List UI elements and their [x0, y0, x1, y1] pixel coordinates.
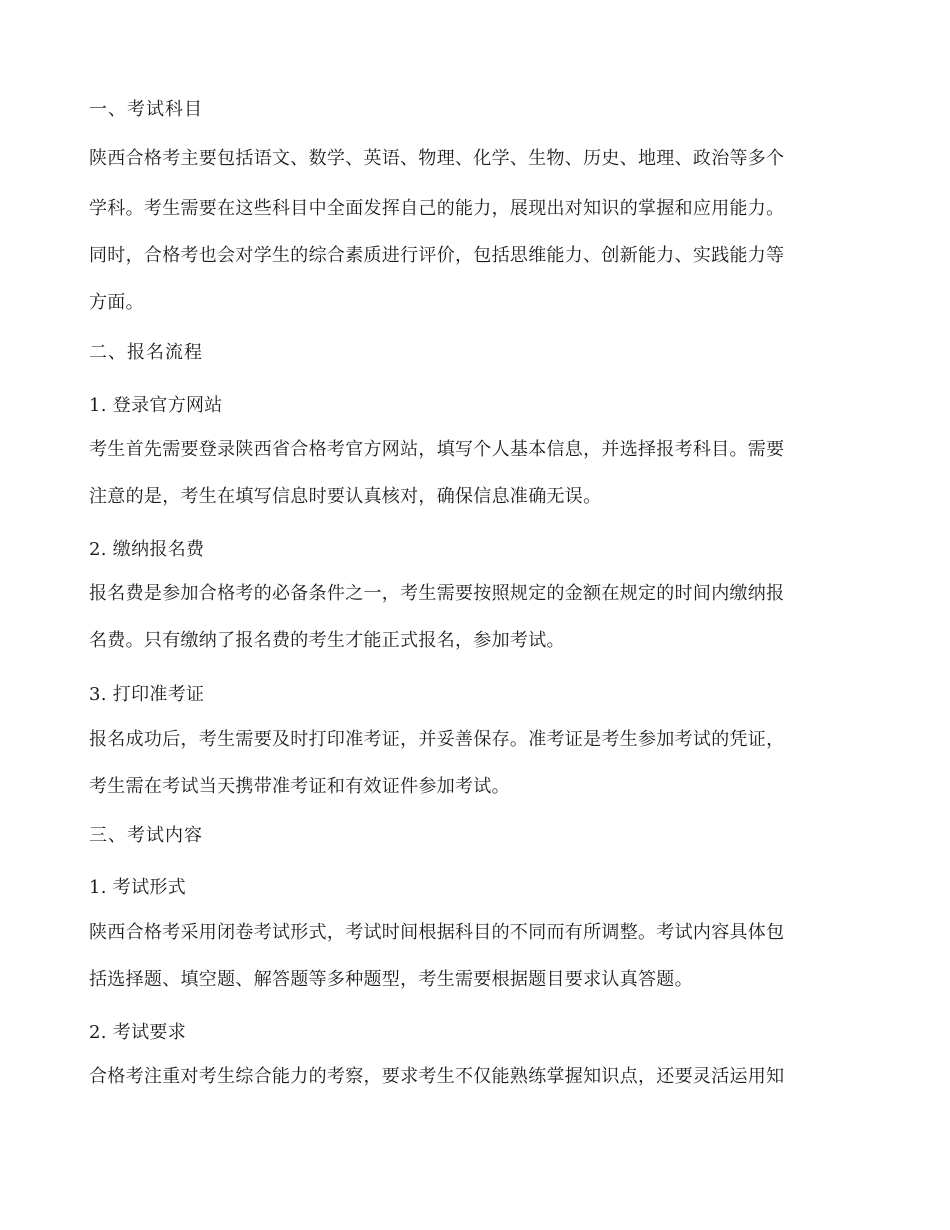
paragraph-line: 报名费是参加合格考的必备条件之一，考生需要按照规定的金额在规定的时间内缴纳报 [89, 583, 785, 604]
subheading-login: 1. 登录官方网站 [89, 395, 223, 416]
subheading-exam-format: 1. 考试形式 [89, 877, 186, 898]
section-heading-subjects: 一、考试科目 [89, 99, 203, 120]
paragraph-line: 陕西合格考主要包括语文、数学、英语、物理、化学、生物、历史、地理、政治等多个 [89, 148, 785, 169]
paragraph-line: 报名成功后，考生需要及时打印准考证，并妥善保存。准考证是考生参加考试的凭证， [89, 729, 785, 750]
subheading-fee: 2. 缴纳报名费 [89, 539, 205, 560]
paragraph-line: 考生需在考试当天携带准考证和有效证件参加考试。 [89, 776, 510, 797]
paragraph-line: 陕西合格考采用闭卷考试形式，考试时间根据科目的不同而有所调整。考试内容具体包 [89, 922, 785, 943]
paragraph-line: 学科。考生需要在这些科目中全面发挥自己的能力，展现出对知识的掌握和应用能力。 [89, 198, 785, 219]
paragraph-line: 名费。只有缴纳了报名费的考生才能正式报名，参加考试。 [89, 630, 565, 651]
paragraph-line: 括选择题、填空题、解答题等多种题型，考生需要根据题目要求认真答题。 [89, 969, 693, 990]
paragraph-line: 考生首先需要登录陕西省合格考官方网站，填写个人基本信息，并选择报考科目。需要 [89, 439, 785, 460]
paragraph-line: 合格考注重对考生综合能力的考察，要求考生不仅能熟练掌握知识点，还要灵活运用知 [89, 1066, 785, 1087]
section-heading-registration: 二、报名流程 [89, 342, 203, 363]
paragraph-line: 注意的是，考生在填写信息时要认真核对，确保信息准确无误。 [89, 486, 602, 507]
paragraph-line: 方面。 [89, 292, 144, 313]
section-heading-content: 三、考试内容 [89, 825, 203, 846]
subheading-admission-ticket: 3. 打印准考证 [89, 684, 205, 705]
paragraph-line: 同时，合格考也会对学生的综合素质进行评价，包括思维能力、创新能力、实践能力等 [89, 245, 785, 266]
subheading-exam-requirements: 2. 考试要求 [89, 1022, 186, 1043]
